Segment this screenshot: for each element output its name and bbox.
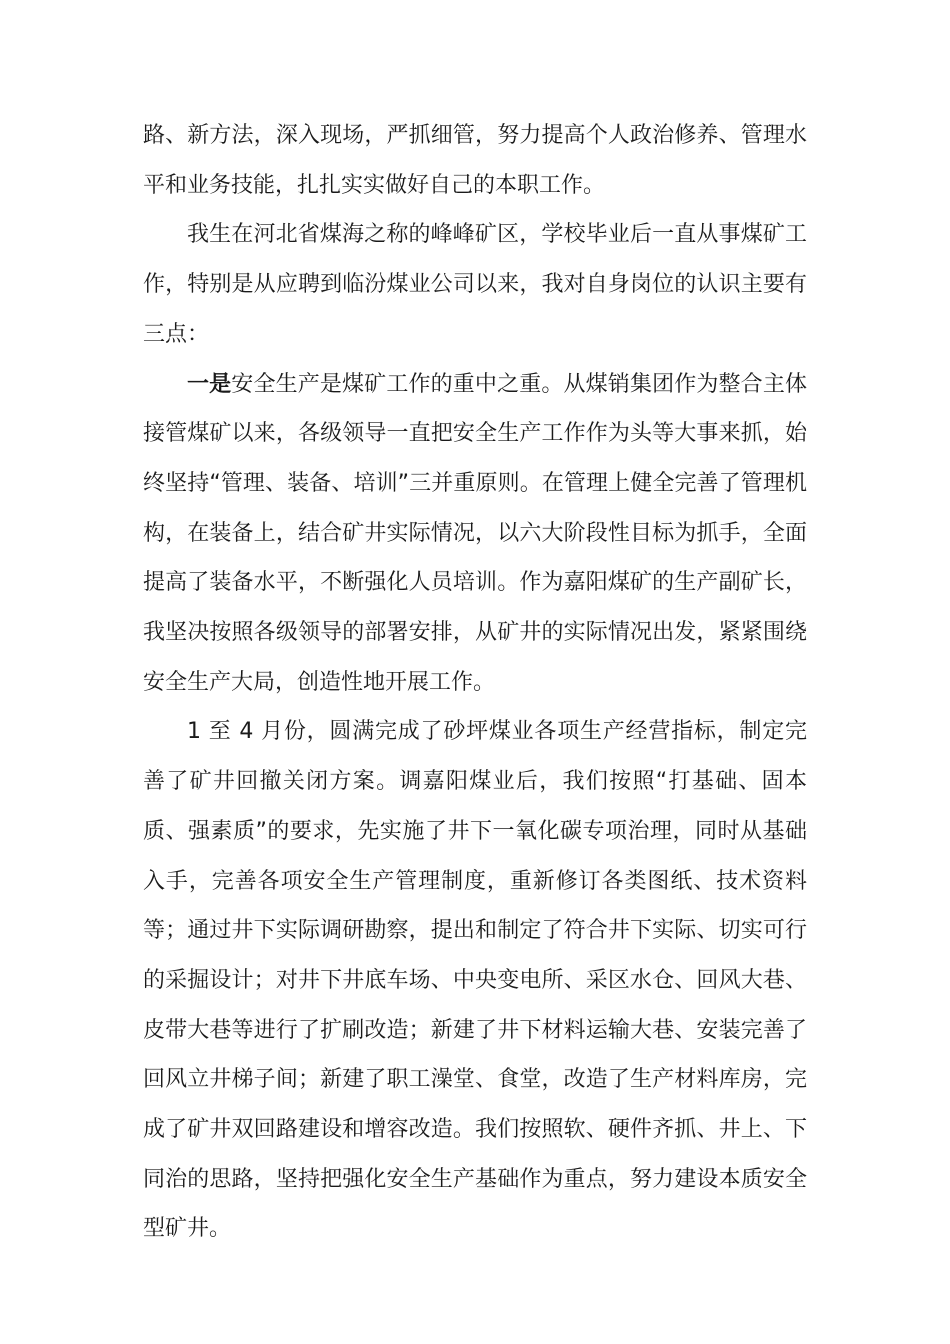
- paragraph-achievements: [143, 707, 807, 1254]
- paragraph-text: 路、新方法，深入现场，严抓细管，努力提高个人政治修养、管理水平和业务技能，扎扎实实做好自己的本职工作。: [143, 123, 807, 198]
- paragraph-text: 安全生产是煤矿工作的重中之重。从煤销集团作为整合主体接管煤矿以来，各级领导一直把安全生产工作作为头等大事来抓，始终坚持“管理、装备、培训”三并重原则。在管理上健全完善了管理机构，在装备上，结合矿井实际情况，以六大阶段性目标为抓手，全面提高了装备水平，不断强化人员培训。作为嘉阳煤矿的生产副矿长，我坚决按照各级领导的部署安排，从矿井的实际情况出发，紧紧围绕安全生产大局，创造性地开展工作。: [143, 371, 807, 695]
- paragraph-text: 我生在河北省煤海之称的峰峰矿区，学校毕业后一直从事煤矿工作，特别是从应聘到临汾煤业公司以来，我对自身岗位的认识主要有三点：: [143, 222, 807, 347]
- paragraph-text: 1 至 4 月份，圆满完成了砂坪煤业各项生产经营指标，制定完善了矿井回撤关闭方案。调嘉阳煤业后，我们按照“打基础、固本质、强素质”的要求，先实施了井下一氧化碳专项治理，同时从基础入手，完善各项安全生产管理制度，重新修订各类图纸、技术资料等；通过井下实际调研勘察，提出和制定了符合井下实际、切实可行的采掘设计；对井下井底车场、中央变电所、采区水仓、回风大巷、皮带大巷等进行了扩刷改造；新建了井下材料运输大巷、安装完善了回风立井梯子间；新建了职工澡堂、食堂，改造了生产材料库房，完成了矿井双回路建设和增容改造。我们按照软、硬件齐抓、井上、下同治的思路，坚持把强化安全生产基础作为重点，努力建设本质安全型矿井。: [143, 719, 807, 1242]
- paragraph-continuation: [143, 111, 807, 210]
- paragraph-point-one: [143, 360, 807, 708]
- paragraph-background: [143, 210, 807, 359]
- paragraph-lead-bold: 一是: [187, 371, 232, 397]
- document-body: [143, 111, 807, 1254]
